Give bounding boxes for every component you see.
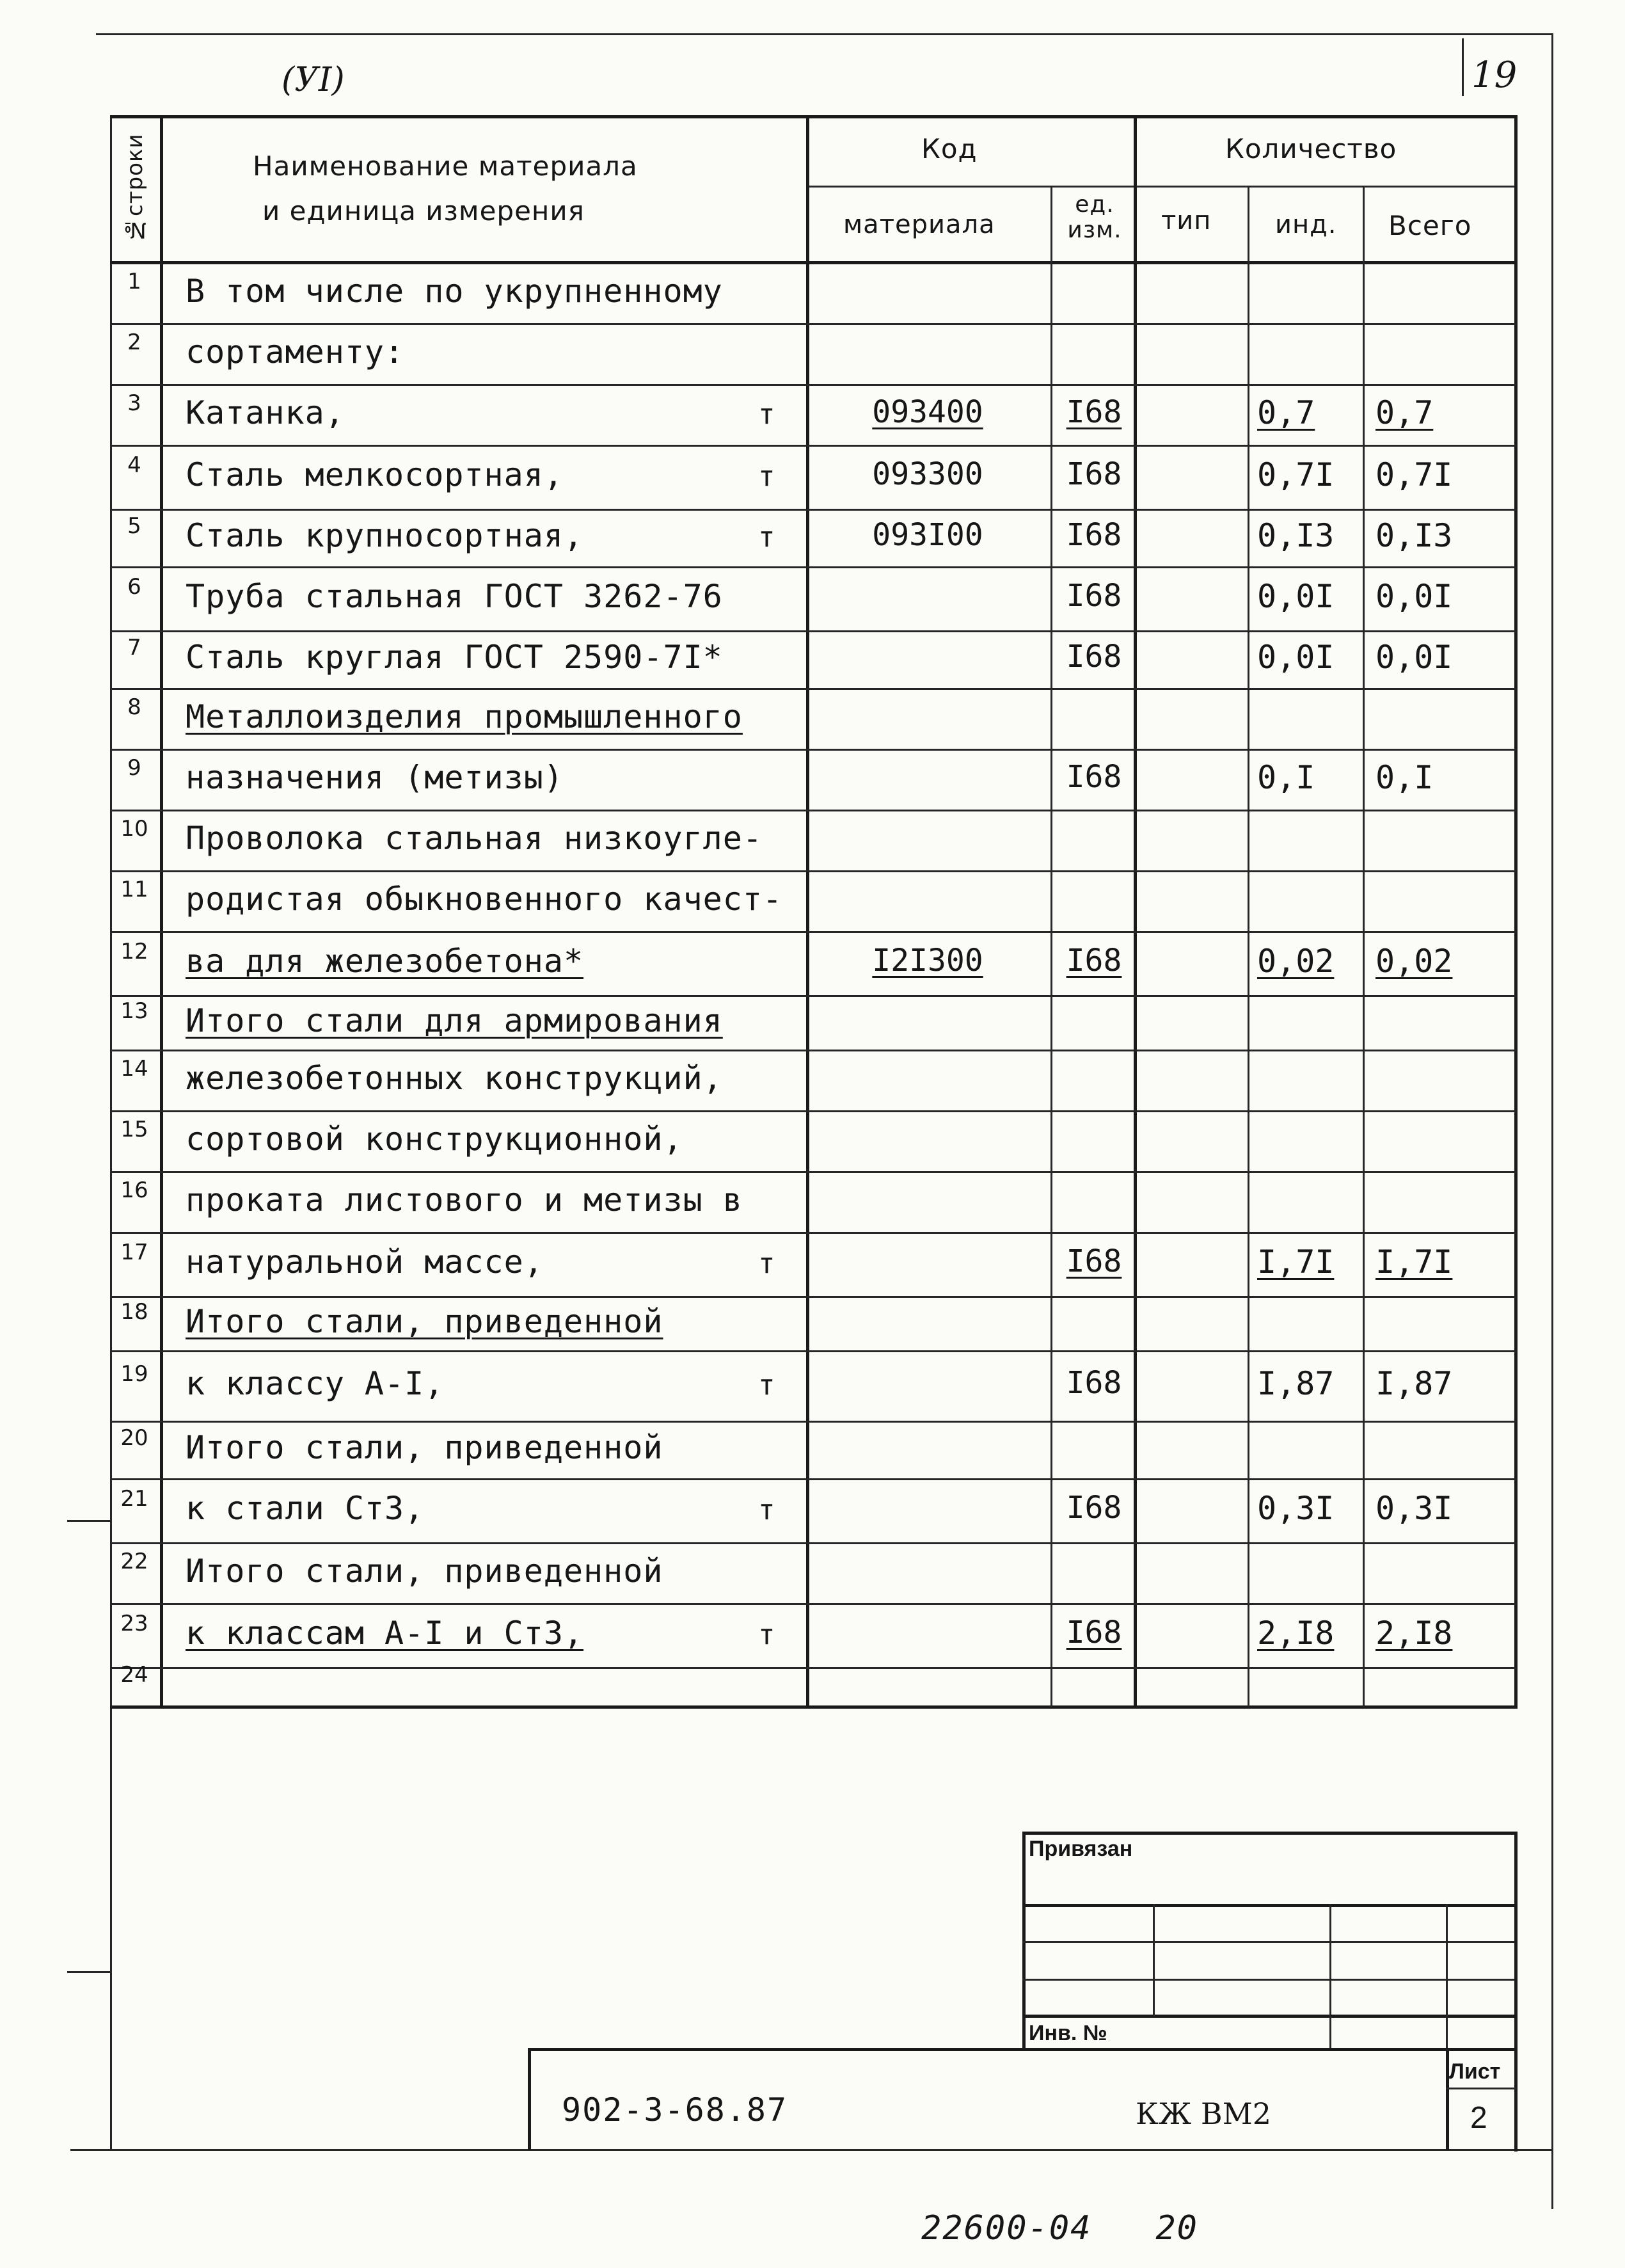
row-name: родистая обыкновенного качест- xyxy=(186,880,783,918)
header-split-code xyxy=(807,186,1516,188)
row-qty-ind: 0,0I xyxy=(1257,578,1335,615)
title-block-left xyxy=(528,2048,531,2150)
row-name: железобетонных конструкций, xyxy=(186,1059,723,1097)
row-divider xyxy=(110,445,1516,447)
row-number: 18 xyxy=(120,1298,148,1325)
row-number: 10 xyxy=(120,815,148,842)
row-number: 19 xyxy=(120,1361,148,1387)
row-qty-total: 0,7I xyxy=(1375,456,1453,493)
row-code-material: 093400 xyxy=(872,394,983,430)
row-number: 14 xyxy=(120,1055,148,1082)
stamp-right-line xyxy=(1514,1832,1518,2152)
col-line-qty xyxy=(1134,115,1137,1709)
row-qty-ind: 0,I xyxy=(1257,758,1315,796)
row-code-unit: I68 xyxy=(1066,639,1122,675)
row-name: Сталь крупносортная, xyxy=(186,517,584,554)
row-name: ва для железобетона* xyxy=(186,943,584,980)
row-divider xyxy=(110,810,1516,811)
row-divider xyxy=(110,931,1516,933)
row-number: 12 xyxy=(120,939,148,964)
stamp-col-3 xyxy=(1446,1904,1448,2050)
row-divider xyxy=(110,1667,1516,1669)
attached-label: Привязан xyxy=(1029,1837,1133,1861)
row-divider xyxy=(110,1232,1516,1234)
stamp-col-1 xyxy=(1153,1904,1155,2016)
row-name: Итого стали, приведенной xyxy=(186,1302,663,1340)
row-name: В том числе по укрупненному xyxy=(186,272,723,310)
row-code-material: 093I00 xyxy=(872,517,983,553)
qty-total-header: Всего xyxy=(1388,210,1472,241)
table-top-line xyxy=(110,115,1518,118)
row-name: натуральной массе, xyxy=(186,1243,544,1281)
row-number: 23 xyxy=(120,1611,148,1636)
row-divider xyxy=(110,1542,1516,1544)
row-code-material: 093300 xyxy=(872,456,983,492)
row-name: Катанка, xyxy=(186,394,345,431)
row-unit: т xyxy=(758,1494,775,1526)
col-line-right xyxy=(1514,115,1518,1709)
row-name: Труба стальная ГОСТ 3262-76 xyxy=(186,578,723,615)
row-qty-total: 0,0I xyxy=(1375,639,1453,676)
row-divider xyxy=(110,749,1516,751)
row-name: Итого стали, приведенной xyxy=(186,1429,663,1466)
row-qty-total: 0,I3 xyxy=(1375,517,1453,554)
row-name: сортаменту: xyxy=(186,333,405,371)
row-qty-ind: I,87 xyxy=(1257,1365,1335,1402)
row-unit: т xyxy=(758,1618,775,1651)
row-name: к стали Ст3, xyxy=(186,1490,425,1527)
name-header-line1: Наименование материала xyxy=(253,150,638,182)
row-code-unit: I68 xyxy=(1066,1490,1122,1526)
row-unit: т xyxy=(758,397,775,431)
row-number: 7 xyxy=(127,635,141,660)
row-qty-ind: 0,02 xyxy=(1257,943,1335,980)
sheet-cell-split xyxy=(1446,2088,1516,2089)
row-code-unit: I68 xyxy=(1066,394,1122,430)
row-divider xyxy=(110,384,1516,386)
row-divider xyxy=(110,630,1516,632)
row-code-unit: I68 xyxy=(1066,1365,1122,1401)
row-code-unit: I68 xyxy=(1066,517,1122,553)
col-line-code xyxy=(806,115,809,1709)
row-qty-total: 0,0I xyxy=(1375,578,1453,615)
archive-number: 22600-04 20 xyxy=(921,2209,1198,2248)
row-name: Сталь круглая ГОСТ 2590-7I* xyxy=(186,639,723,676)
row-code-unit: I68 xyxy=(1066,758,1122,795)
row-qty-total: I,7I xyxy=(1375,1243,1453,1281)
row-number: 4 xyxy=(127,452,141,478)
row-divider xyxy=(110,870,1516,872)
stamp-top-line xyxy=(1022,1832,1518,1835)
bottom-border xyxy=(70,2149,1553,2151)
row-name: Итого стали для армирования xyxy=(186,1002,723,1039)
row-divider xyxy=(110,1350,1516,1352)
row-name: Сталь мелкосортная, xyxy=(186,456,564,493)
col-line-name xyxy=(160,115,163,1709)
row-number: 5 xyxy=(127,513,141,539)
row-divider xyxy=(110,1171,1516,1173)
doc-code: 902-3-68.87 xyxy=(562,2091,788,2128)
row-name: Проволока стальная низкоугле- xyxy=(186,819,763,857)
row-number-header: №строки xyxy=(122,133,148,243)
row-qty-total: 2,I8 xyxy=(1375,1615,1453,1652)
stamp-col-2 xyxy=(1329,1904,1331,2050)
page-number: 19 xyxy=(1471,54,1518,96)
row-divider xyxy=(110,1296,1516,1298)
row-divider xyxy=(110,566,1516,568)
row-qty-ind: 0,I3 xyxy=(1257,517,1335,554)
row-number: 24 xyxy=(120,1662,148,1688)
row-number: 17 xyxy=(120,1240,148,1265)
section-mark: (УI) xyxy=(281,61,345,99)
row-name: проката листового и метизы в xyxy=(186,1181,743,1218)
top-border xyxy=(96,33,1553,35)
row-code-unit: I68 xyxy=(1066,1243,1122,1279)
table-bottom-line xyxy=(110,1705,1518,1709)
row-qty-ind: 0,3I xyxy=(1257,1490,1335,1527)
row-qty-ind: 0,7 xyxy=(1257,394,1315,431)
row-unit: т xyxy=(758,1369,775,1402)
row-divider xyxy=(110,1110,1516,1112)
header-bottom-line xyxy=(110,261,1518,264)
stamp-line-3 xyxy=(1022,1979,1518,1981)
inv-label: Инв. № xyxy=(1029,2021,1107,2045)
row-qty-ind: 0,7I xyxy=(1257,456,1335,493)
row-unit: т xyxy=(758,521,775,554)
code-material-header: материала xyxy=(843,210,995,239)
row-qty-total: 0,I xyxy=(1375,758,1434,796)
row-name: к классу А-I, xyxy=(186,1365,445,1402)
doc-mark: КЖ ВМ2 xyxy=(1136,2096,1272,2131)
row-code-unit: I68 xyxy=(1066,578,1122,614)
row-name: Металлоизделия промышленного xyxy=(186,698,743,735)
row-number: 1 xyxy=(127,268,141,294)
row-number: 13 xyxy=(120,998,148,1024)
row-qty-ind: 0,0I xyxy=(1257,639,1335,676)
row-divider xyxy=(110,1050,1516,1051)
row-code-unit: I68 xyxy=(1066,943,1122,978)
row-number: 8 xyxy=(127,694,141,720)
row-qty-total: 0,02 xyxy=(1375,943,1453,980)
quantity-header: Количество xyxy=(1225,133,1397,164)
name-header-line2: и единица измерения xyxy=(262,195,585,227)
code-header: Код xyxy=(921,133,978,164)
row-divider xyxy=(110,323,1516,325)
stamp-line-1 xyxy=(1022,1904,1518,1907)
row-number: 3 xyxy=(127,390,141,416)
title-block-top xyxy=(528,2048,1518,2051)
row-number: 22 xyxy=(120,1548,148,1574)
right-border xyxy=(1551,33,1553,2209)
row-divider xyxy=(110,1421,1516,1423)
row-name: Итого стали, приведенной xyxy=(186,1552,663,1590)
row-number: 11 xyxy=(120,876,148,902)
row-qty-total: 0,7 xyxy=(1375,394,1434,431)
row-number: 9 xyxy=(127,755,141,781)
row-qty-total: 0,3I xyxy=(1375,1490,1453,1527)
row-divider xyxy=(110,1603,1516,1605)
row-number: 6 xyxy=(127,574,141,600)
stamp-line-2 xyxy=(1022,1941,1518,1943)
row-code-unit: I68 xyxy=(1066,1615,1122,1650)
stamp-line-4 xyxy=(1022,2015,1518,2018)
row-number: 2 xyxy=(127,329,141,355)
row-qty-ind: I,7I xyxy=(1257,1243,1335,1281)
page-number-tick xyxy=(1462,38,1464,96)
row-divider xyxy=(110,688,1516,690)
row-number: 16 xyxy=(120,1177,148,1203)
row-name: сортовой конструкционной, xyxy=(186,1120,683,1158)
row-divider xyxy=(110,995,1516,997)
row-unit: т xyxy=(758,1247,775,1280)
row-divider xyxy=(110,509,1516,511)
qty-ind-header: инд. xyxy=(1275,210,1337,239)
row-number: 15 xyxy=(120,1116,148,1142)
margin-tick-1 xyxy=(67,1520,112,1522)
row-number: 20 xyxy=(120,1425,148,1451)
row-name: назначения (метизы) xyxy=(186,758,564,796)
row-code-unit: I68 xyxy=(1066,456,1122,492)
sheet-number: 2 xyxy=(1470,2101,1487,2135)
row-qty-ind: 2,I8 xyxy=(1257,1615,1335,1652)
row-code-material: I2I300 xyxy=(872,943,983,978)
row-qty-total: I,87 xyxy=(1375,1365,1453,1402)
row-name: к классам А-I и Ст3, xyxy=(186,1615,584,1652)
row-divider xyxy=(110,1478,1516,1480)
qty-type-header: тип xyxy=(1161,206,1212,236)
margin-tick-2 xyxy=(67,1971,112,1973)
sheet-label: Лист xyxy=(1449,2059,1501,2084)
code-unit-header: ед. изм. xyxy=(1067,191,1122,243)
row-unit: т xyxy=(758,460,775,493)
row-number: 21 xyxy=(120,1486,148,1512)
